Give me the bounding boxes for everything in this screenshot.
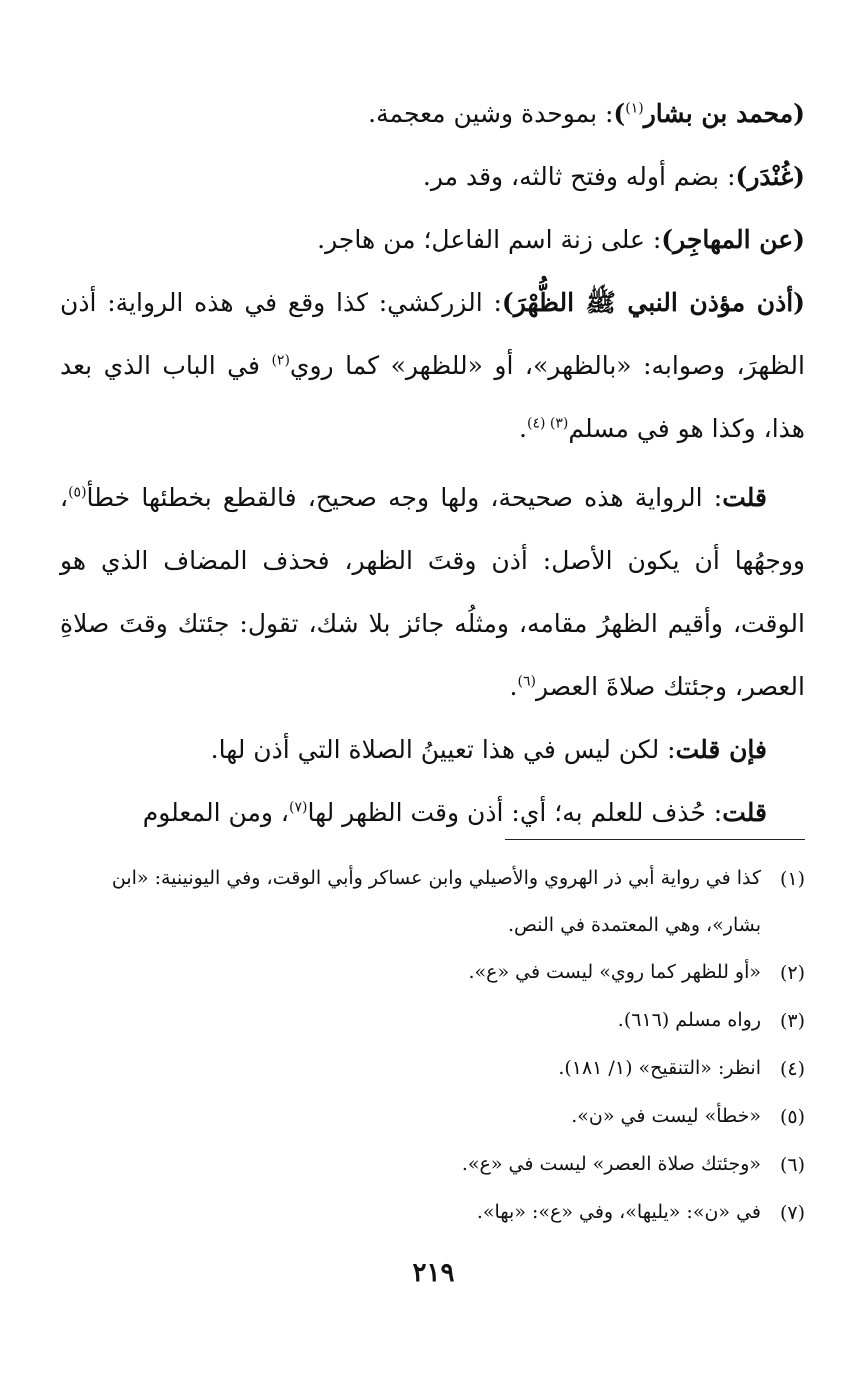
footnote-text: رواه مسلم (٦١٦).: [617, 1009, 761, 1031]
footnote-text: انظر: «التنقيح» (١/ ١٨١).: [558, 1057, 761, 1079]
footnote-number: (٦): [779, 1154, 805, 1176]
paragraph-text: ، ووجهُها أن يكون الأصل: أذن وقتَ الظهر، فحذف المضاف الذي هو الوقت، وأقيم الظهرُ مقامه، ومثلُه جائز بلا شك، تقول: جئتك وقتَ صلاةِ العصر، وجئتك صلاةَ العصر: [60, 483, 805, 701]
paragraph-6: [60, 718, 805, 781]
paragraph-text: .: [519, 414, 527, 443]
footnote-number: (٤): [779, 1058, 805, 1080]
footnote-ref: (٥): [68, 484, 87, 501]
footnote-ref: (٦): [517, 673, 536, 690]
footnote-ref: (٧): [288, 799, 308, 816]
paragraph-text: : الزركشي: كذا وقع في هذه الرواية: أذن الظهرَ، وصوابه: «بالظهر»، أو «للظهر» كما روي: [60, 288, 805, 380]
paragraph-5: [60, 466, 805, 718]
footnote-text: «خطأ» ليست في «ن».: [571, 1105, 761, 1127]
paragraph-7: [60, 781, 805, 844]
footnote-6: [60, 1141, 805, 1189]
paragraph-lead: (محمد بن بشار: [643, 99, 805, 128]
paragraph-text: : بضم أوله وفتح ثالثه، وقد مر.: [422, 162, 736, 191]
footnote-text: «أو للظهر كما روي» ليست في «ع».: [468, 961, 761, 983]
paragraph-lead: (غُنْدَر): [735, 162, 805, 191]
paragraph-lead: (أذن مؤذن النبي ﷺ الظُّهْرَ): [501, 288, 805, 317]
footnote-2: [60, 949, 805, 997]
footnote-5: [60, 1093, 805, 1141]
paragraph-lead-end: ): [613, 99, 626, 128]
paragraph-text: ، ومن المعلوم: [142, 798, 289, 827]
footnote-number: (٧): [779, 1202, 805, 1224]
footnote-number: (٢): [779, 962, 805, 984]
footnote-number: (٥): [779, 1106, 805, 1128]
footnote-text: في «ن»: «يليها»، وفي «ع»: «بها».: [476, 1201, 761, 1223]
paragraph-text: في الباب الذي بعد هذا، وكذا هو في مسلم: [60, 351, 805, 443]
footnote-ref: (٢): [271, 352, 290, 369]
footnote-7: [60, 1189, 805, 1237]
footnote-1: [60, 855, 805, 949]
paragraph-text: : حُذف للعلم به؛ أي: أذن وقت الظهر لها: [307, 798, 723, 827]
footnote-divider: [505, 839, 805, 840]
paragraph-lead: قلت: [722, 483, 767, 512]
paragraph-text: : على زنة اسم الفاعل؛ من هاجر.: [317, 225, 662, 254]
paragraph-2: [60, 145, 805, 208]
page-number: ٢١٩: [412, 1258, 455, 1288]
paragraph-lead: (عن المهاجِر): [661, 225, 805, 254]
paragraph-text: .: [509, 672, 518, 701]
footnote-4: [60, 1045, 805, 1093]
footnote-ref: (١): [625, 100, 644, 117]
footnotes: [60, 855, 805, 1237]
paragraph-text: : بموحدة وشين معجمة.: [368, 99, 614, 128]
paragraph-text: : لكن ليس في هذا تعيينُ الصلاة التي أذن لها.: [210, 735, 676, 764]
paragraph-3: [60, 208, 805, 271]
footnote-text: «وجئتك صلاة العصر» ليست في «ع».: [461, 1153, 761, 1175]
footnote-3: [60, 997, 805, 1045]
paragraph-text: : الرواية هذه صحيحة، ولها وجه صحيح، فالقطع بخطئها خطأ: [86, 483, 723, 512]
paragraph-1: [60, 82, 805, 145]
footnote-text: كذا في رواية أبي ذر الهروي والأصيلي وابن عساكر وأبي الوقت، وفي اليونينية: «ابن بشار»، وهي المعتمدة في النص.: [111, 867, 761, 936]
paragraph-lead: قلت: [722, 798, 767, 827]
paragraph-lead: فإن قلت: [675, 735, 767, 764]
footnote-number: (٣): [779, 1010, 805, 1032]
footnote-ref: (٣) (٤): [526, 415, 569, 432]
paragraph-4: [60, 271, 805, 460]
main-text: [60, 82, 805, 844]
footnote-number: (١): [779, 868, 805, 890]
